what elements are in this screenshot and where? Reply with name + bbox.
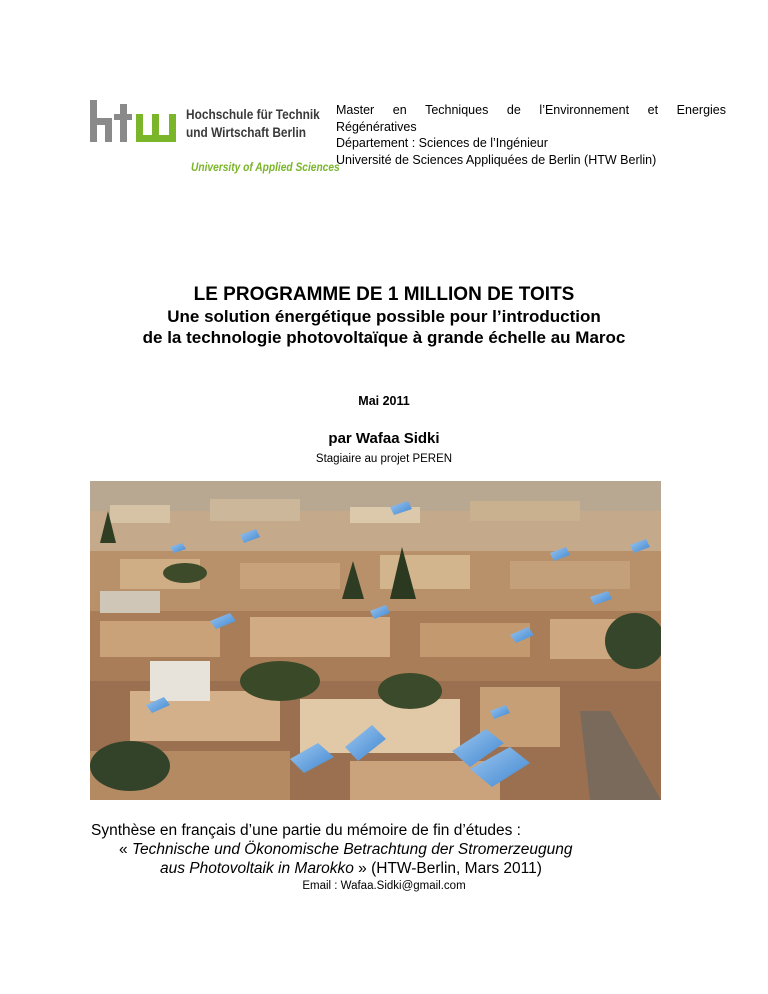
author-email: Email : Wafaa.Sidki@gmail.com bbox=[302, 880, 466, 892]
htw-logo-mark bbox=[88, 100, 180, 146]
institution-line-1: Master en Techniques de l’Environnement et Energies bbox=[336, 103, 726, 117]
document-date: Mai 2011 bbox=[358, 394, 410, 408]
document-subtitle-2: de la technologie photovoltaïque à grande échelle au Maroc bbox=[142, 328, 626, 347]
footer-line-1: Synthèse en français d’une partie du mémoire de fin d’études : bbox=[91, 822, 521, 839]
footer-line-3 bbox=[160, 860, 542, 878]
institution-block bbox=[336, 102, 726, 168]
footer-source: » (HTW-Berlin, Mars 2011) bbox=[353, 860, 542, 877]
thesis-title-part-1: Technische und Ökonomische Betrachtung der Stromerzeugung bbox=[131, 841, 573, 858]
thesis-title-part-2: aus Photovoltaik in Marokko bbox=[160, 860, 354, 877]
document-title: LE PROGRAMME DE 1 MILLION DE TOITS bbox=[193, 284, 575, 305]
htw-logo bbox=[88, 96, 340, 180]
rooftops-photo bbox=[90, 481, 661, 800]
document-subtitle-1: Une solution énergétique possible pour l’introduction bbox=[167, 307, 601, 326]
author-role: Stagiaire au projet PEREN bbox=[315, 453, 453, 465]
footer-line-2 bbox=[119, 841, 573, 859]
institution-line-2: Régénératives bbox=[336, 119, 417, 134]
institution-line-3: Département : Sciences de l’Ingénieur bbox=[336, 136, 548, 150]
logo-tagline: University of Applied Sciences bbox=[191, 160, 340, 174]
logo-line-1: Hochschule für Technik bbox=[186, 107, 320, 122]
institution-line-4: Université de Sciences Appliquées de Berlin (HTW Berlin) bbox=[336, 152, 657, 167]
document-author: par Wafaa Sidki bbox=[328, 430, 440, 447]
logo-line-2: und Wirtschaft Berlin bbox=[186, 125, 307, 140]
footer-open-quote: « bbox=[119, 841, 132, 858]
